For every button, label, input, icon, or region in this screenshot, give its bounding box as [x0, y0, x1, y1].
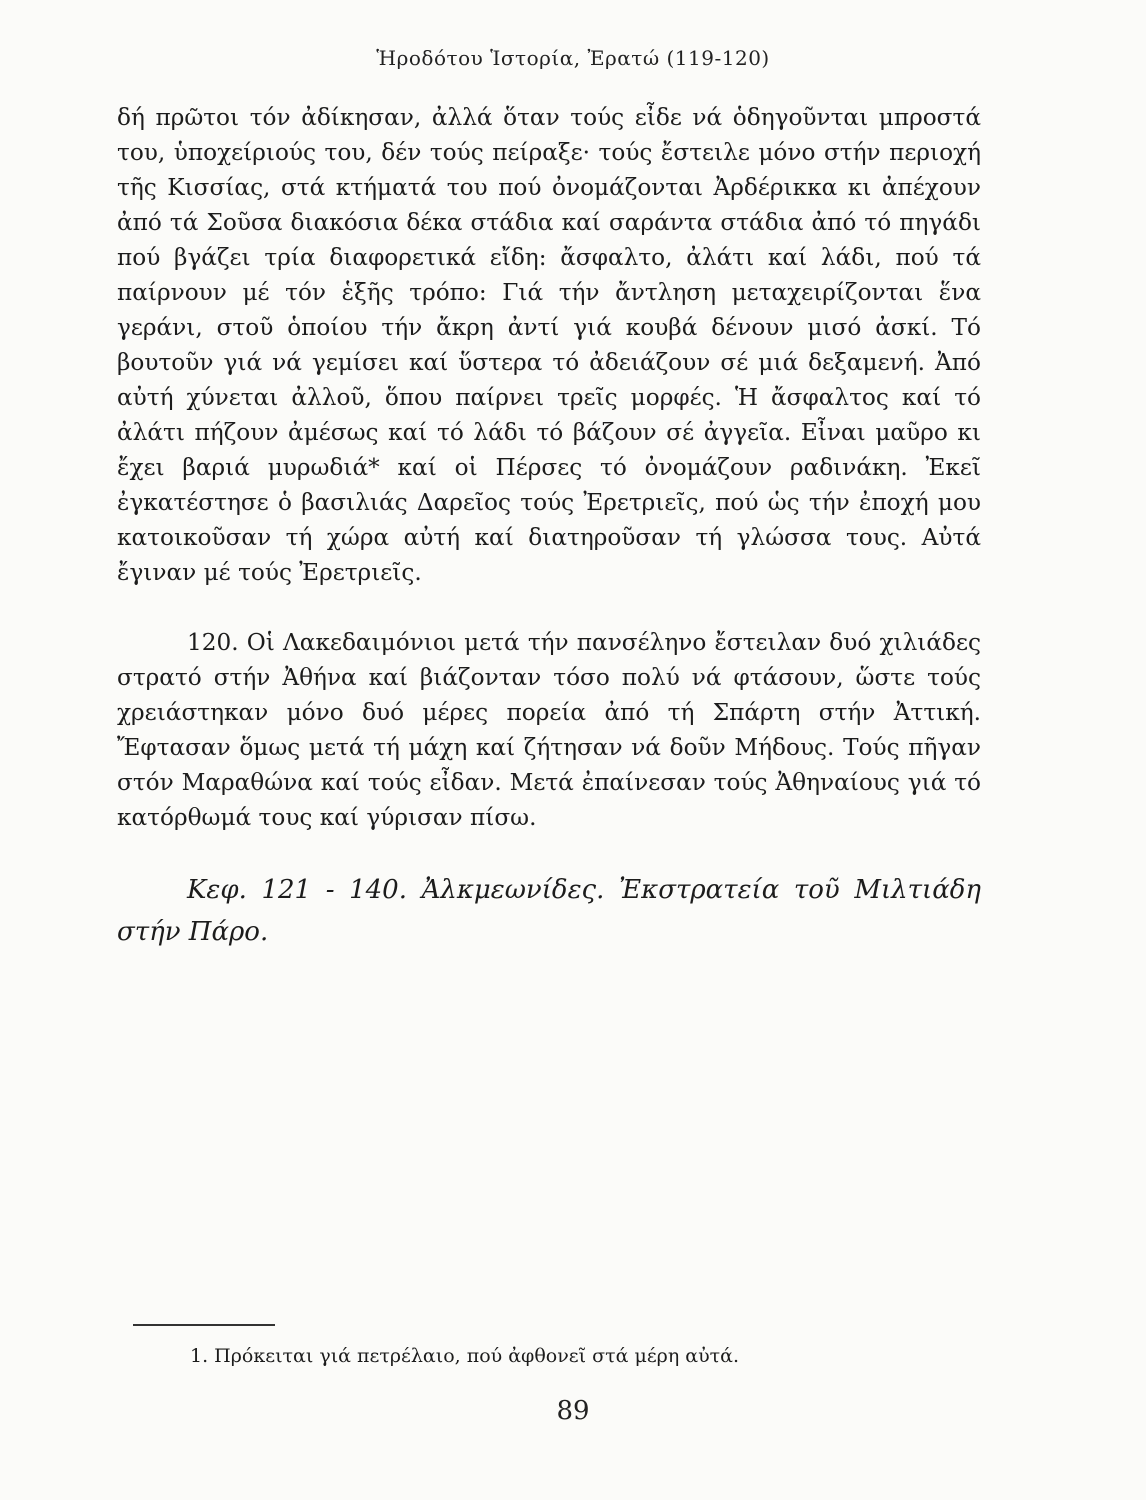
chapter-heading: Κεφ. 121 - 140. Ἀλκμεωνίδες. Ἐκστρατεία τοῦ Μιλτιάδη στήν Πάρο. [117, 875, 981, 947]
footnote-rule [133, 1324, 275, 1326]
paragraph-119-continued: δή πρῶτοι τόν ἀδίκησαν, ἀλλά ὅταν τούς εἶδε νά ὁδηγοῦνται μπροστά του, ὑποχείριούς του, δέν τούς πείραξε· τούς ἔστειλε μόνο στήν περιοχή τῆς Κισσίας, στά κτήματά του πού ὀνομάζονται Ἀρδέρικκα κι ἀπέχουν ἀπό τά Σοῦσα διακόσια δέκα στάδια καί σαράντα στάδια ἀπό τό πηγάδι πού βγάζει τρία διαφορετικά εἴδη: ἄσφαλτο, ἀλάτι καί λάδι, πού τά παίρνουν μέ τόν ἑξῆς τρόπο: Γιά τήν ἄντληση μεταχειρίζονται ἕνα γεράνι, στοῦ ὁποίου τήν ἄκρη ἀντί γιά κουβά δένουν μισό ἀσκί. Τό βουτοῦν γιά νά γεμίσει καί ὕστερα τό ἀδειάζουν σέ μιά δεξαμενή. Ἀπό αὐτή χύνεται ἀλλοῦ, ὅπου παίρνει τρεῖς μορφές. Ἡ ἄσφαλτος καί τό ἀλάτι πήζουν ἀμέσως καί τό λάδι τό βάζουν σέ ἀγγεῖα. Εἶναι μαῦρο κι ἔχει βαριά μυρωδιά* καί οἱ Πέρσες τό ὀνομάζουν ραδινάκη. Ἐκεῖ ἐγκατέστησε ὁ βασιλιάς Δαρεῖος τούς Ἐρετριεῖς, πού ὡς τήν ἐποχή μου κατοικοῦσαν τή χώρα αὐτή καί διατηροῦσαν τή γλώσσα τους. Αὐτά ἔγιναν μέ τούς Ἐρετριεῖς. [117, 104, 981, 586]
section-gap [117, 835, 981, 869]
main-text [117, 100, 981, 953]
running-head: Ἡροδότου Ἱστορία, Ἐρατώ (119-120) [376, 46, 770, 70]
page-number: 89 [556, 1396, 590, 1426]
paragraph-120: 120. Οἱ Λακεδαιμόνιοι μετά τήν πανσέληνο ἔστειλαν δυό χιλιάδες στρατό στήν Ἀθήνα καί βιάζονταν τόσο πολύ νά φτάσουν, ὥστε τούς χρειάστηκαν μόνο δυό μέρες πορεία ἀπό τή Σπάρτη στήν Ἀττική. Ἔφτασαν ὅμως μετά τή μάχη καί ζήτησαν νά δοῦν Μήδους. Τούς πῆγαν στόν Μαραθώνα καί τούς εἶδαν. Μετά ἐπαίνεσαν τούς Ἀθηναίους γιά τό κατόρθωμά τους καί γύρισαν πίσω. [117, 629, 981, 831]
footnote: 1. Πρόκειται γιά πετρέλαιο, πού ἀφθονεῖ στά μέρη αὐτά. [190, 1345, 740, 1367]
paragraph-gap [117, 590, 981, 625]
